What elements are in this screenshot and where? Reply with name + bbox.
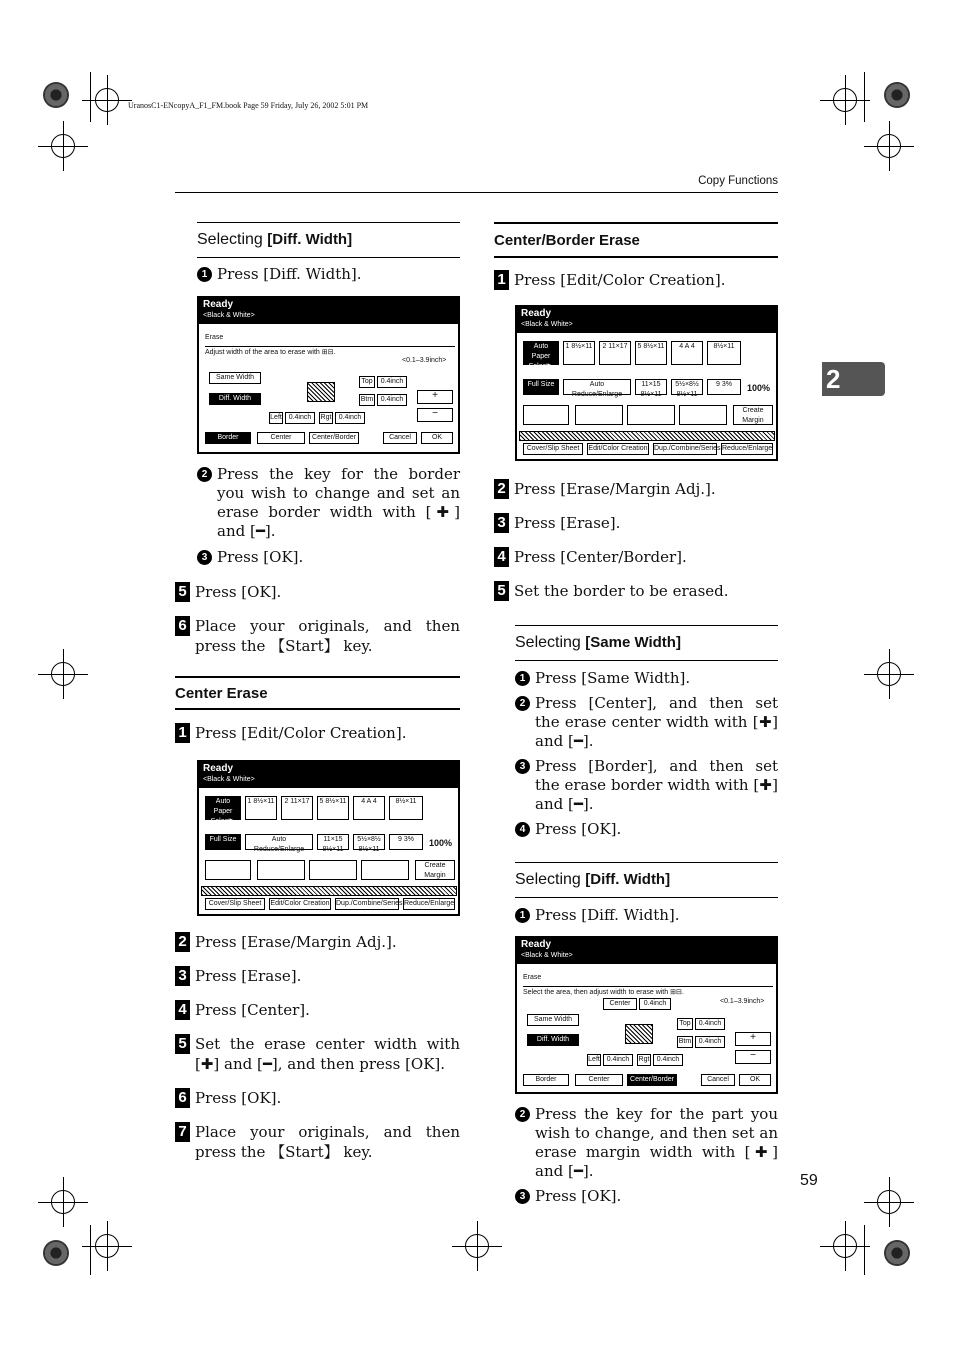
substep-2: 2 Press the key for the border you wish to change and set an erase border width with [✚] and [━]. (197, 465, 460, 541)
step-6: 6 Place your originals, and then press the 【Start】 key. (175, 616, 460, 656)
crosshair-mark-icon (877, 134, 901, 158)
dw-substep-3: 3 Press [OK]. (515, 1187, 778, 1206)
erase-screen-diff-width: Ready <Black & White> Erase Adjust width of the area to erase with ⊞⊟. <0.1–3.9inch> Same Width Diff. Width Top 0.4inch Btm 0.4inch Left 0.4inch Rgt 0.4inch + − Border Center Center/Border Cancel OK (197, 296, 460, 454)
registration-disc-icon (884, 82, 910, 108)
minus-button[interactable]: − (417, 408, 453, 422)
crosshair-mark-icon (877, 1190, 901, 1214)
sw-substep-2: 2 Press [Center], and then set the erase center width with [✚] and [━]. (515, 694, 778, 751)
registration-disc-icon (43, 1240, 69, 1266)
crosshair-mark-icon (833, 88, 857, 112)
diff-width-button[interactable]: Diff. Width (527, 1034, 579, 1046)
cb-step-3: 3 Press [Erase]. (494, 513, 778, 533)
cb-step-5: 5 Set the border to be erased. (494, 581, 778, 601)
registration-disc-icon (884, 1240, 910, 1266)
crosshair-mark-icon (465, 1234, 489, 1258)
erase-screen-center-border: Ready <Black & White> Erase Select the area, then adjust width to erase with ⊞⊟. Center 0.4inch <0.1–3.9inch> Same Width Diff. Width Top 0.4inch Btm 0.4inch Left 0.4inch Rgt 0.4inch + − Border Center Center/Border Cancel OK (515, 936, 778, 1094)
center-erase-title: Center Erase (175, 685, 268, 702)
ce-step-4: 4 Press [Center]. (175, 1000, 460, 1020)
subsection-title: Selecting [Same Width] (515, 634, 681, 651)
minus-button[interactable]: − (735, 1050, 771, 1064)
ce-step-3: 3 Press [Erase]. (175, 966, 460, 986)
sw-substep-4: 4 Press [OK]. (515, 820, 778, 839)
crosshair-mark-icon (51, 662, 75, 686)
chapter-tab: 2 (822, 362, 885, 396)
file-info: UranosC1-ENcopyA_F1_FM.book Page 59 Friday, July 26, 2002 5:01 PM (128, 101, 369, 110)
page-number: 59 (800, 1172, 818, 1189)
ce-step-7: 7 Place your originals, and then press the 【Start】 key. (175, 1122, 460, 1162)
sw-substep-1: 1 Press [Same Width]. (515, 669, 778, 688)
ce-step-5: 5 Set the erase center width with [✚] and [━], and then press [OK]. (175, 1034, 460, 1074)
diff-width-button[interactable]: Diff. Width (209, 393, 261, 405)
substep-1: 1 Press [Diff. Width]. (197, 265, 460, 284)
copy-main-screen: Ready <Black & White> Auto Paper Select▶ 1 8½×11 2 11×17 5 8½×11 4 A 4 8½×11 Full Size Auto Reduce/Enlarge 11×15 8½×11 5½×8½ 8½×11 9 3% 100% Create Margin Cover/Slip Sheet Edit/Color Creation Dup./Combine/Series Reduce/Enlarge (515, 305, 778, 461)
registration-disc-icon (43, 82, 69, 108)
substep-3: 3 Press [OK]. (197, 548, 460, 567)
ce-step-6: 6 Press [OK]. (175, 1088, 460, 1108)
cb-step-1: 1 Press [Edit/Color Creation]. (494, 270, 778, 290)
subsection-title: Selecting [Diff. Width] (197, 231, 353, 248)
same-width-button[interactable]: Same Width (527, 1014, 579, 1026)
crosshair-mark-icon (95, 1234, 119, 1258)
center-border-erase-title: Center/Border Erase (494, 232, 640, 249)
subsection-title: Selecting [Diff. Width] (515, 871, 671, 888)
crosshair-mark-icon (95, 88, 119, 112)
header-rule (175, 192, 778, 193)
section-title: Copy Functions (698, 175, 778, 187)
dw-substep-1: 1 Press [Diff. Width]. (515, 906, 778, 925)
plus-button[interactable]: + (417, 390, 453, 404)
cb-step-4: 4 Press [Center/Border]. (494, 547, 778, 567)
step-5: 5 Press [OK]. (175, 582, 460, 602)
ce-step-2: 2 Press [Erase/Margin Adj.]. (175, 932, 460, 952)
crosshair-mark-icon (877, 662, 901, 686)
sw-substep-3: 3 Press [Border], and then set the erase border width with [✚] and [━]. (515, 757, 778, 814)
cb-step-2: 2 Press [Erase/Margin Adj.]. (494, 479, 778, 499)
same-width-button[interactable]: Same Width (209, 372, 261, 384)
copy-main-screen: Ready <Black & White> Auto Paper Select▶ 1 8½×11 2 11×17 5 8½×11 4 A 4 8½×11 Full Size Auto Reduce/Enlarge 11×15 8½×11 5½×8½ 8½×11 9 3% 100% Create Margin Cover/Slip Sheet Edit/Color Creation Dup./Combine/Series Reduce/Enlarge (197, 760, 460, 916)
crosshair-mark-icon (833, 1234, 857, 1258)
plus-button[interactable]: + (735, 1032, 771, 1046)
crosshair-mark-icon (51, 134, 75, 158)
ce-step-1: 1 Press [Edit/Color Creation]. (175, 723, 460, 743)
crosshair-mark-icon (51, 1190, 75, 1214)
dw-substep-2: 2 Press the key for the part you wish to change, and then set an erase margin width with [✚] and [━]. (515, 1105, 778, 1181)
